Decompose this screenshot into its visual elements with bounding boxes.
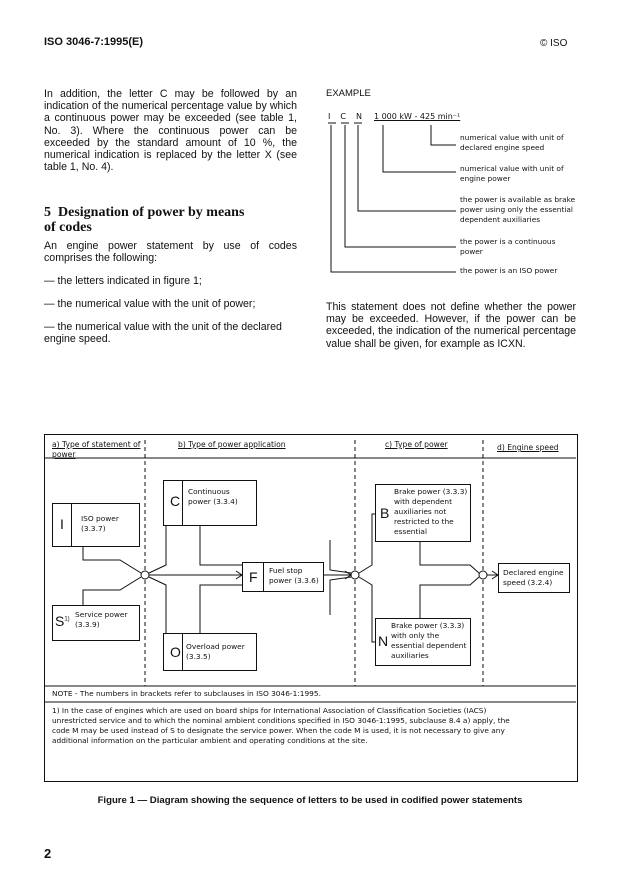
column-a-heading: a) Type of statement of power xyxy=(52,440,141,459)
figure-footnote: 1) In the case of engines which are used on board ships for International Association of Classification Societies (IACS) unrestricted service and to which the nominal ambient conditions specified in ISO 3046-1:1995, subclause 8.4 a) apply, the code M may be used instead of S to designate the service power. When the code M is used, it is not necessary to give any additional information on the particular ambient and operating conditions at the site. xyxy=(52,706,510,745)
declared-speed-box xyxy=(498,563,570,593)
declared-speed-text: Declared engine speed (3.2.4) xyxy=(503,568,564,587)
list-item-letters: — the letters indicated in figure 1; xyxy=(44,275,202,287)
list-item-power: — the numerical value with the unit of power; xyxy=(44,298,256,310)
fuel-stop-power-text: Fuel stop power (3.3.6) xyxy=(269,566,319,585)
service-footnote-mark: 1) xyxy=(64,616,70,623)
continuous-divider xyxy=(182,481,183,525)
overload-power-box xyxy=(163,633,257,671)
example-statement: This statement does not define whether the power may be exceeded. However, if the power can be exceeded, the indication of the numerical percentage value shall be given, for example as ICXN. xyxy=(326,301,576,350)
figure-caption: Figure 1 — Diagram showing the sequence of letters to be used in codified power statements xyxy=(97,795,523,806)
brake-power-essential-text: Brake power (3.3.3) with only the essential dependent auxiliaries xyxy=(391,621,467,660)
column-c-heading: c) Type of power xyxy=(385,440,448,449)
continuous-power-letter: C xyxy=(170,493,181,509)
annotation-speed: numerical value with unit of declared engine speed xyxy=(460,133,564,152)
section-number: 5 xyxy=(44,205,51,220)
code-values: 1 000 kW - 425 min⁻¹ xyxy=(373,112,461,121)
annotation-engine-power: numerical value with unit of engine power xyxy=(460,164,564,183)
service-power-text: Service power (3.3.9) xyxy=(75,610,128,629)
iso-power-letter: I xyxy=(60,516,64,532)
section-intro: An engine power statement by use of codes comprises the following: xyxy=(44,240,297,265)
overload-power-text: Overload power (3.3.5) xyxy=(186,642,245,661)
page-number: 2 xyxy=(44,846,52,861)
overload-power-letter: O xyxy=(170,644,181,660)
annotation-brake-power: the power is available as brake power using only the essential dependent auxiliaries xyxy=(460,195,576,224)
intro-paragraph: In addition, the letter C may be followed by an indication of the numerical percentage value by which a continuous power may be exceeded (see table 1, No. 3). Where the continuous power can be exceeded by the standard amount of 10 %, the numerical indication is replaced by the letter X (see table 1, No. 4). xyxy=(44,88,297,174)
continuous-power-text: Continuous power (3.3.4) xyxy=(188,487,238,506)
service-power-box xyxy=(52,605,140,641)
iso-divider xyxy=(71,504,72,546)
continuous-power-box xyxy=(163,480,257,526)
code-letter-n: N xyxy=(355,112,362,121)
brake-power-dependent-text: Brake power (3.3.3) with dependent auxiliaries not restricted to the essential xyxy=(394,487,468,536)
brake-power-essential-box xyxy=(375,618,471,666)
code-letter-c: C xyxy=(340,112,346,121)
document-id: ISO 3046-7:1995(E) xyxy=(44,36,144,48)
example-label: EXAMPLE xyxy=(326,88,371,99)
fuel-stop-power-letter: F xyxy=(249,569,258,585)
iso-power-text: ISO power (3.3.7) xyxy=(81,514,119,533)
iso-power-box xyxy=(52,503,140,547)
annotation-iso: the power is an ISO power xyxy=(460,266,558,275)
brake-power-dependent-box xyxy=(375,484,471,542)
column-d-heading: d) Engine speed xyxy=(497,443,559,452)
fuel-stop-power-box xyxy=(242,562,324,592)
column-b-heading: b) Type of power application xyxy=(178,440,286,449)
brake-power-dependent-letter: B xyxy=(380,505,390,521)
copyright-mark: © ISO xyxy=(540,38,568,49)
code-letter-i: I xyxy=(328,112,331,121)
fuel-stop-divider xyxy=(263,563,264,591)
figure-note: NOTE - The numbers in brackets refer to subclauses in ISO 3046-1:1995. xyxy=(52,689,321,698)
section-title-line2: of codes xyxy=(44,220,92,235)
annotation-continuous: the power is a continuous power xyxy=(460,237,556,256)
brake-power-essential-letter: N xyxy=(378,633,389,649)
section-title-line1: Designation of power by means xyxy=(58,205,245,220)
list-item-speed: — the numerical value with the unit of the declared engine speed. xyxy=(44,321,282,346)
service-power-letter xyxy=(55,613,70,629)
overload-divider xyxy=(182,634,183,670)
service-letter: S xyxy=(55,613,65,629)
